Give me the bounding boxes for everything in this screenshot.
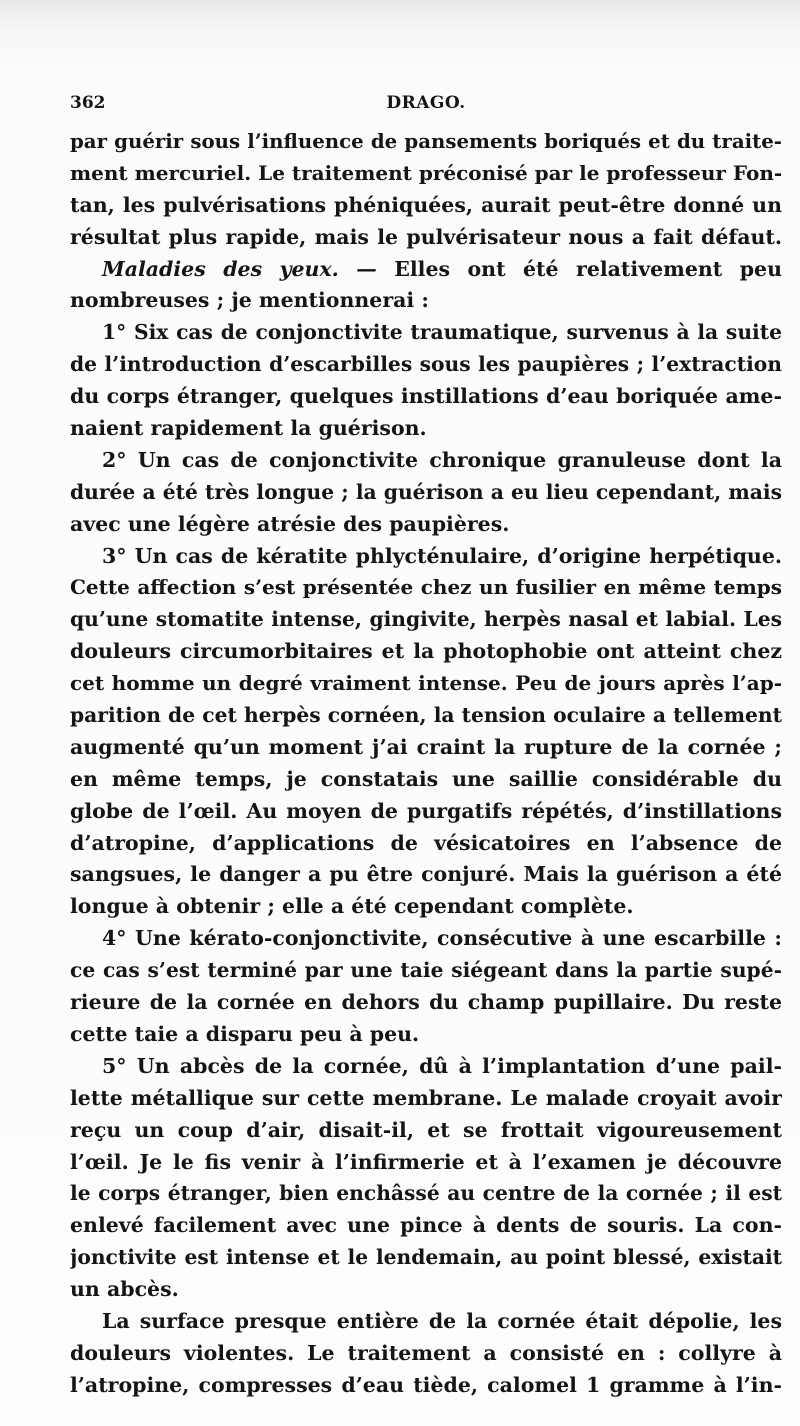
text-line: 4° Une kérato-conjonctivite, consécutive à une escarbille : — [102, 926, 782, 951]
text-line: nombreuses ; je mentionnerai : — [70, 288, 429, 313]
text-line: tan, les pulvérisations phéniquées, aurait peut-être donné un — [70, 192, 782, 217]
text-line: parition de cet herpès cornéen, la tension oculaire a tellement — [70, 703, 782, 728]
text-line: augmenté qu’un moment j’ai craint la rupture de la cornée ; — [70, 734, 782, 759]
text-line: sangsues, le danger a pu être conjuré. Mais la guérison a été — [70, 862, 782, 887]
text-line: douleurs violentes. Le traitement a consisté en : collyre à — [70, 1340, 782, 1365]
text-line: de l’introduction d’escarbilles sous les paupières ; l’extraction — [70, 352, 782, 377]
text-line: 1° Six cas de conjonctivite traumatique, survenus à la suite — [102, 320, 782, 345]
text-line: rieure de la cornée en dehors du champ pupillaire. Du reste — [70, 990, 782, 1015]
text-line: cette taie a disparu peu à peu. — [70, 1021, 420, 1046]
text-line: durée a été très longue ; la guérison a eu lieu cependant, mais — [70, 479, 782, 504]
text-line: longue à obtenir ; elle a été cependant complète. — [70, 894, 634, 919]
text-line: en même temps, je constatais une saillie considérable du — [70, 766, 782, 791]
text-line: un abcès. — [70, 1277, 179, 1302]
page-number: 362 — [70, 93, 106, 113]
text-line: douleurs circumorbitaires et la photophobie ont atteint chez — [70, 639, 782, 664]
text-line: enlevé facilement avec une pince à dents de souris. La con- — [70, 1213, 782, 1238]
text-line: par guérir sous l’influence de pansements boriqués et du traite- — [70, 129, 782, 153]
text-line: lette métallique sur cette membrane. Le malade croyait avoir — [70, 1085, 782, 1110]
section-line — [70, 254, 782, 286]
text-line: d’atropine, d’applications de vésicatoires en l’absence de — [70, 830, 782, 855]
text-line: La surface presque entière de la cornée était dépolie, les — [102, 1308, 782, 1333]
section-heading: Maladies des yeux. — — [102, 256, 377, 281]
text-line: 5° Un abcès de la cornée, dû à l’implantation d’une pail- — [102, 1053, 782, 1078]
text-line: avec une légère atrésie des paupières. — [70, 511, 510, 536]
text-line: ment mercuriel. Le traitement préconisé par le professeur Fon- — [70, 160, 782, 185]
text-line: Cette affection s’est présentée chez un fusilier en même temps — [70, 575, 782, 600]
text-line: qu’une stomatite intense, gingivite, herpès nasal et labial. Les — [70, 607, 782, 632]
text-line: jonctivite est intense et le lendemain, au point blessé, existait — [70, 1245, 782, 1270]
text-line: ce cas s’est terminé par une taie siégeant dans la partie supé- — [70, 958, 782, 983]
text-line: résultat plus rapide, mais le pulvérisateur nous a fait défaut. — [70, 224, 782, 249]
text-line: le corps étranger, bien enchâssé au centre de la cornée ; il est — [70, 1181, 782, 1206]
text-line: l’atropine, compresses d’eau tiède, calomel 1 gramme à l’in- — [70, 1372, 782, 1397]
text-line: 3° Un cas de kératite phlycténulaire, d’origine herpétique. — [102, 543, 782, 568]
text-line: naient rapidement la guérison. — [70, 416, 427, 441]
body-text — [70, 126, 782, 1402]
text-fragment: Elles ont été relativement peu — [394, 256, 782, 281]
running-title: DRAGO. — [386, 93, 466, 113]
text-line: l’œil. Je le fis venir à l’infirmerie et à l’examen je découvre — [70, 1149, 782, 1174]
text-line: reçu un coup d’air, disait-il, et se frottait vigoureusement — [70, 1117, 782, 1142]
text-line: du corps étranger, quelques instillations d’eau boriquée ame- — [70, 384, 782, 409]
text-line: 2° Un cas de conjonctivite chronique granuleuse dont la — [102, 447, 782, 472]
running-head — [70, 90, 782, 116]
text-line: globe de l’œil. Au moyen de purgatifs répétés, d’instillations — [70, 798, 782, 823]
text-line: cet homme un degré vraiment intense. Peu de jours après l’ap- — [70, 671, 782, 696]
